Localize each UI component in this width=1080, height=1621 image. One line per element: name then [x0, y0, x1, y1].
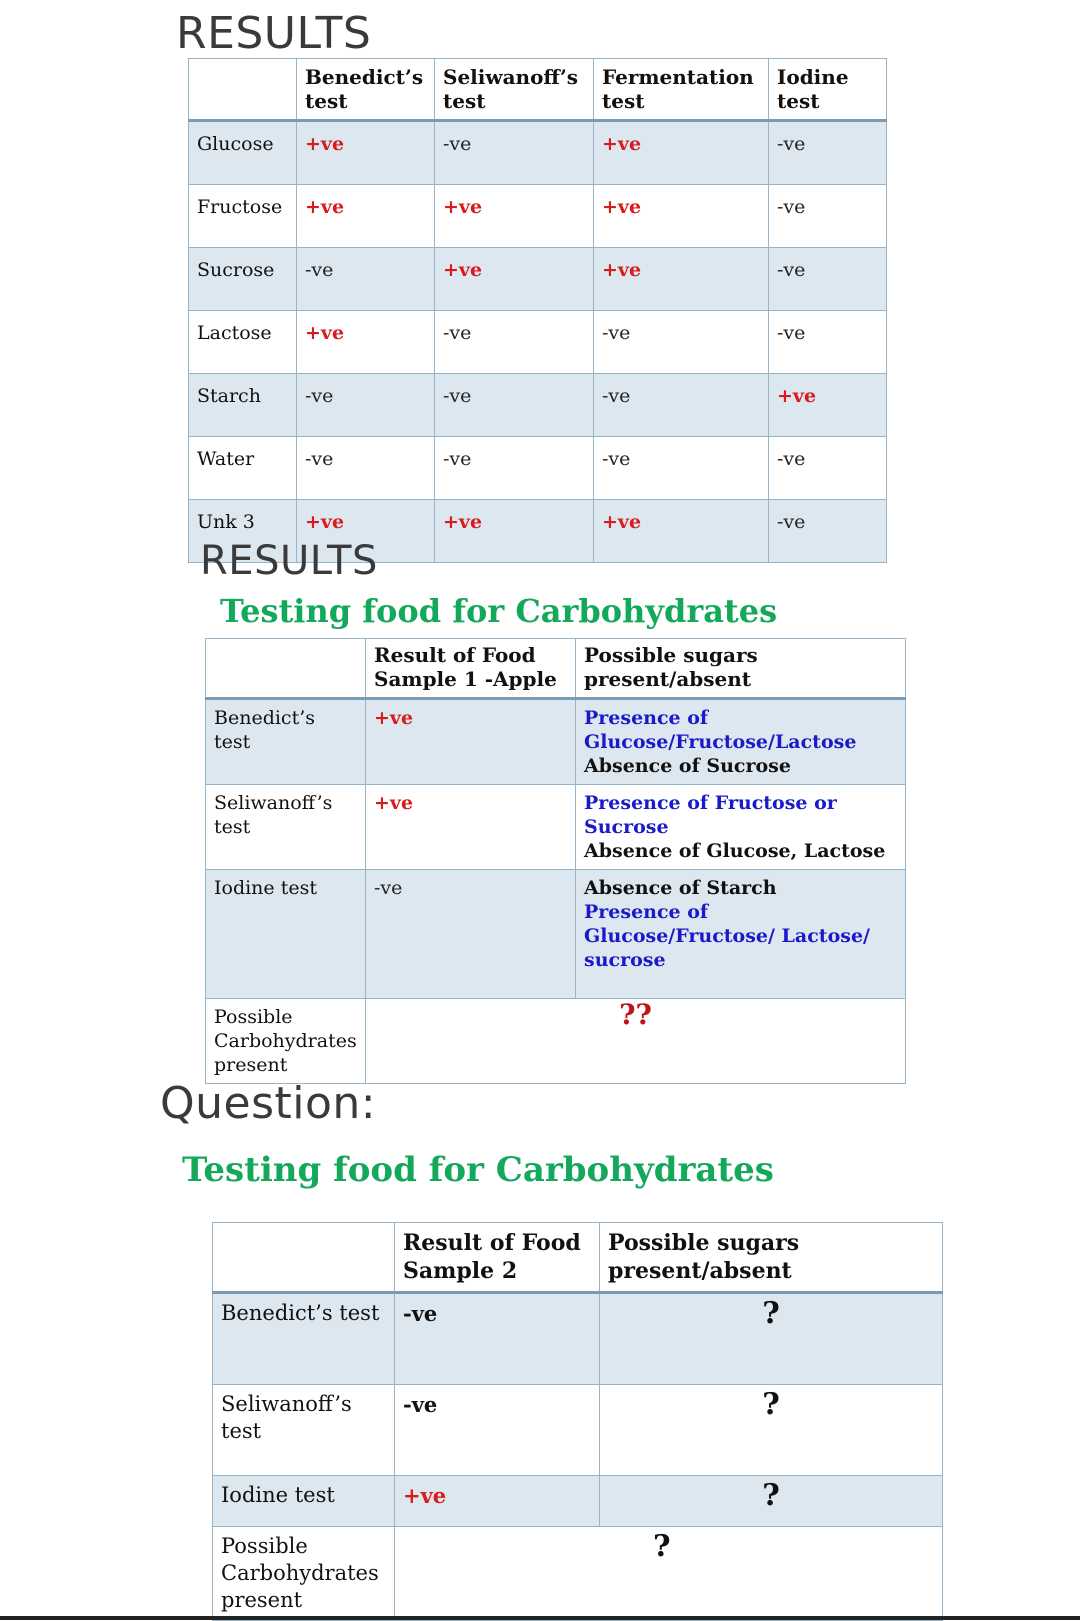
result-cell: -ve [395, 1385, 600, 1476]
result-cell: +ve [435, 500, 594, 563]
question-table-sample-2 [212, 1222, 943, 1621]
result-cell: -ve [769, 437, 887, 500]
row-label: Starch [189, 374, 297, 437]
header-cell-empty [213, 1223, 395, 1293]
section-subheading: Testing food for Carbohydrates [220, 592, 778, 630]
absence-text: Absence of Starch [584, 877, 777, 899]
header-benedicts: Benedict’s test [297, 59, 435, 121]
final-label: Possible Carbohydrates present [213, 1527, 395, 1621]
test-name: Iodine test [213, 1476, 395, 1527]
table-row [213, 1293, 943, 1385]
results-heading-1: RESULTS [176, 8, 372, 59]
table-row-final [213, 1527, 943, 1621]
header-possible-sugars: Possible sugars present/absent [576, 639, 906, 699]
table-row [213, 1385, 943, 1476]
table-row [189, 121, 887, 185]
result-cell: -ve [594, 311, 769, 374]
table-row [189, 374, 887, 437]
sugar-analysis-cell [576, 785, 906, 870]
result-cell: -ve [769, 185, 887, 248]
final-answer-cell [366, 999, 906, 1084]
sugar-analysis-cell [576, 870, 906, 999]
header-fermentation: Fermentation test [594, 59, 769, 121]
header-cell-empty [189, 59, 297, 121]
table-row [189, 248, 887, 311]
result-cell: -ve [435, 437, 594, 500]
absence-text: Absence of Glucose, Lactose [584, 840, 886, 862]
table-row [213, 1476, 943, 1527]
presence-text: Presence of Glucose/Fructose/ Lactose/ sucrose [584, 901, 870, 971]
table-row-final [206, 999, 906, 1084]
results-heading-2: RESULTS [200, 538, 378, 584]
presence-text: Presence of Fructose or Sucrose [584, 792, 837, 838]
answer-cell [600, 1293, 943, 1385]
result-cell: -ve [297, 437, 435, 500]
result-cell: -ve [297, 248, 435, 311]
answer-cell [600, 1385, 943, 1476]
test-name: Seliwanoff’s test [206, 785, 366, 870]
result-cell: -ve [769, 500, 887, 563]
answer-cell [600, 1476, 943, 1527]
result-cell: +ve [297, 121, 435, 185]
table-row [206, 785, 906, 870]
table-row [189, 437, 887, 500]
result-cell: -ve [366, 870, 576, 999]
absence-text: Absence of Sucrose [584, 755, 791, 777]
question-heading: Question: [160, 1078, 377, 1129]
test-name: Benedict’s test [206, 699, 366, 785]
result-cell: +ve [769, 374, 887, 437]
result-cell: -ve [594, 437, 769, 500]
unknown-answer: ?? [619, 998, 652, 1031]
table-header-row [206, 639, 906, 699]
row-label: Unk 3 [189, 500, 297, 563]
table-row [189, 185, 887, 248]
result-cell: +ve [395, 1476, 600, 1527]
result-cell: +ve [594, 500, 769, 563]
result-cell: -ve [435, 374, 594, 437]
header-seliwanoffs: Seliwanoff’s test [435, 59, 594, 121]
result-cell: +ve [366, 785, 576, 870]
unknown-answer: ? [762, 1387, 780, 1422]
presence-text: Presence of Glucose/Fructose/Lactose [584, 707, 857, 753]
test-name: Benedict’s test [213, 1293, 395, 1385]
results-table-reference [188, 58, 887, 563]
page-bottom-rule [0, 1616, 1080, 1620]
header-result-sample-2: Result of Food Sample 2 [395, 1223, 600, 1293]
result-cell: -ve [594, 374, 769, 437]
unknown-answer: ? [762, 1296, 780, 1331]
header-result-sample-1: Result of Food Sample 1 -Apple [366, 639, 576, 699]
row-label: Sucrose [189, 248, 297, 311]
result-cell: +ve [297, 500, 435, 563]
sugar-analysis-cell [576, 699, 906, 785]
unknown-answer: ? [762, 1478, 780, 1513]
result-cell: -ve [297, 374, 435, 437]
result-cell: +ve [435, 248, 594, 311]
row-label: Water [189, 437, 297, 500]
result-cell: +ve [435, 185, 594, 248]
table-row [189, 311, 887, 374]
result-cell: -ve [769, 248, 887, 311]
test-name: Seliwanoff’s test [213, 1385, 395, 1476]
result-cell: +ve [297, 185, 435, 248]
result-cell: +ve [366, 699, 576, 785]
final-answer-cell [395, 1527, 943, 1621]
header-iodine: Iodine test [769, 59, 887, 121]
table-row [206, 870, 906, 999]
header-cell-empty [206, 639, 366, 699]
row-label: Glucose [189, 121, 297, 185]
result-cell: +ve [594, 248, 769, 311]
result-cell: +ve [594, 185, 769, 248]
final-label: Possible Carbohydrates present [206, 999, 366, 1084]
row-label: Lactose [189, 311, 297, 374]
result-cell: -ve [769, 121, 887, 185]
unknown-answer: ? [653, 1529, 671, 1564]
result-cell: -ve [435, 311, 594, 374]
row-label: Fructose [189, 185, 297, 248]
results-table-sample-1 [205, 638, 906, 1084]
header-possible-sugars: Possible sugars present/absent [600, 1223, 943, 1293]
table-header-row [213, 1223, 943, 1293]
question-subheading: Testing food for Carbohydrates [182, 1150, 774, 1190]
result-cell: -ve [435, 121, 594, 185]
table-header-row [189, 59, 887, 121]
result-cell: -ve [395, 1293, 600, 1385]
result-cell: +ve [594, 121, 769, 185]
result-cell: +ve [297, 311, 435, 374]
table-row [206, 699, 906, 785]
test-name: Iodine test [206, 870, 366, 999]
result-cell: -ve [769, 311, 887, 374]
